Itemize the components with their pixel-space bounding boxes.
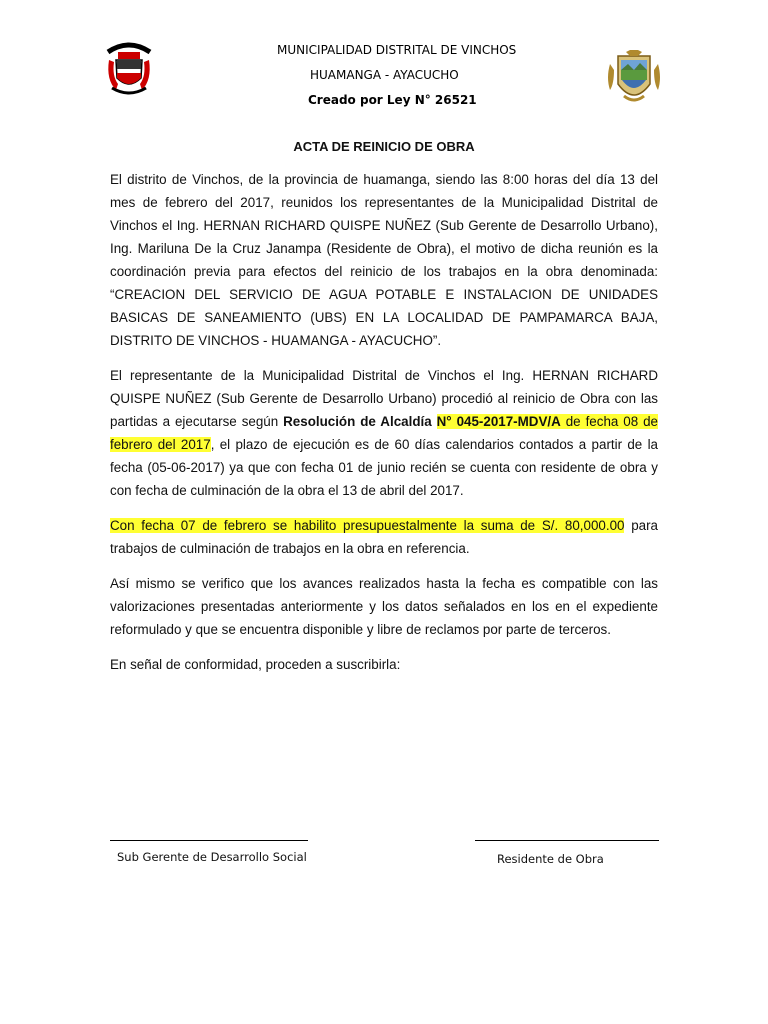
coat-of-arms-icon: [104, 40, 154, 100]
paragraph-2-text-b: , el plazo de ejecución es de 60 días calendarios contados a partir de la fecha (05-06-2017) ya que con fecha 01 de junio recién se cuenta con residente de obra y con fecha de culminación de la obra el 13 de abril del 2017.: [110, 437, 658, 498]
paragraph-3: [110, 514, 658, 560]
header-line-1: MUNICIPALIDAD DISTRITAL DE VINCHOS: [277, 43, 517, 57]
header-line-2: HUAMANGA - AYACUCHO: [310, 68, 459, 82]
header-line-3: Creado por Ley N° 26521: [308, 93, 477, 107]
signature-line: [475, 840, 659, 841]
paragraph-3-text: para trabajos de culminación de trabajos en la obra en referencia.: [110, 518, 658, 556]
budget-highlight: Con fecha 07 de febrero se habilito presupuestalmente la suma de S/. 80,000.00: [110, 518, 625, 533]
letterhead: [0, 0, 768, 130]
paragraph-2-text-a: El representante de la Municipalidad Distrital de Vinchos el Ing. HERNAN RICHARD QUISPE NUÑEZ (Sub Gerente de Desarrollo Urbano) procedió al reinicio de Obra con las partidas a ejecutarse según: [110, 368, 658, 429]
signature-block-left: [110, 840, 308, 864]
resolution-date-highlight: de fecha 08 de febrero del 2017: [110, 414, 659, 452]
signature-block-right: [475, 840, 659, 866]
resolution-number-highlight: N° 045-2017-MDV/A: [436, 414, 561, 429]
paragraph-1: El distrito de Vinchos, de la provincia de huamanga, siendo las 8:00 horas del día 13 del mes de febrero del 2017, reunidos los representantes de la Municipalidad Distrital de Vinchos el Ing. HERNAN RICHARD QUISPE NUÑEZ (Sub Gerente de Desarrollo Urbano), Ing. Mariluna De la Cruz Janampa (Residente de Obra), el motivo de dicha reunión es la coordinación previa para efectos del reinicio de los trabajos en la obra denominada: “CREACION DEL SERVICIO DE AGUA POTABLE E INSTALACION DE UNIDADES BASICAS DE SANEAMIENTO (UBS) EN LA LOCALIDAD DE PAMPAMARCA BAJA, DISTRITO DE VINCHOS - HUAMANGA - AYACUCHO”.: [110, 172, 658, 348]
signature-line: [110, 840, 308, 841]
peru-coat-of-arms-logo: [104, 40, 154, 100]
signature-label-right: Residente de Obra: [497, 852, 604, 866]
paragraph-4: Así mismo se verifico que los avances realizados hasta la fecha es compatible con las valorizaciones presentadas anteriormente y los datos señalados en los en el expediente reformulado y que se encuentra disponible y libre de reclamos por parte de terceros.: [110, 576, 658, 637]
signature-label-left: Sub Gerente de Desarrollo Social: [117, 850, 307, 864]
document-body: [110, 168, 658, 688]
district-shield-logo: [604, 50, 664, 108]
resolution-label: Resolución de Alcaldía: [283, 414, 432, 429]
paragraph-5: En señal de conformidad, proceden a suscribirla:: [110, 657, 401, 672]
document-title: ACTA DE REINICIO DE OBRA: [293, 139, 475, 154]
paragraph-2-space: [432, 414, 437, 429]
district-shield-icon: [604, 50, 664, 108]
paragraph-2: [110, 364, 658, 502]
